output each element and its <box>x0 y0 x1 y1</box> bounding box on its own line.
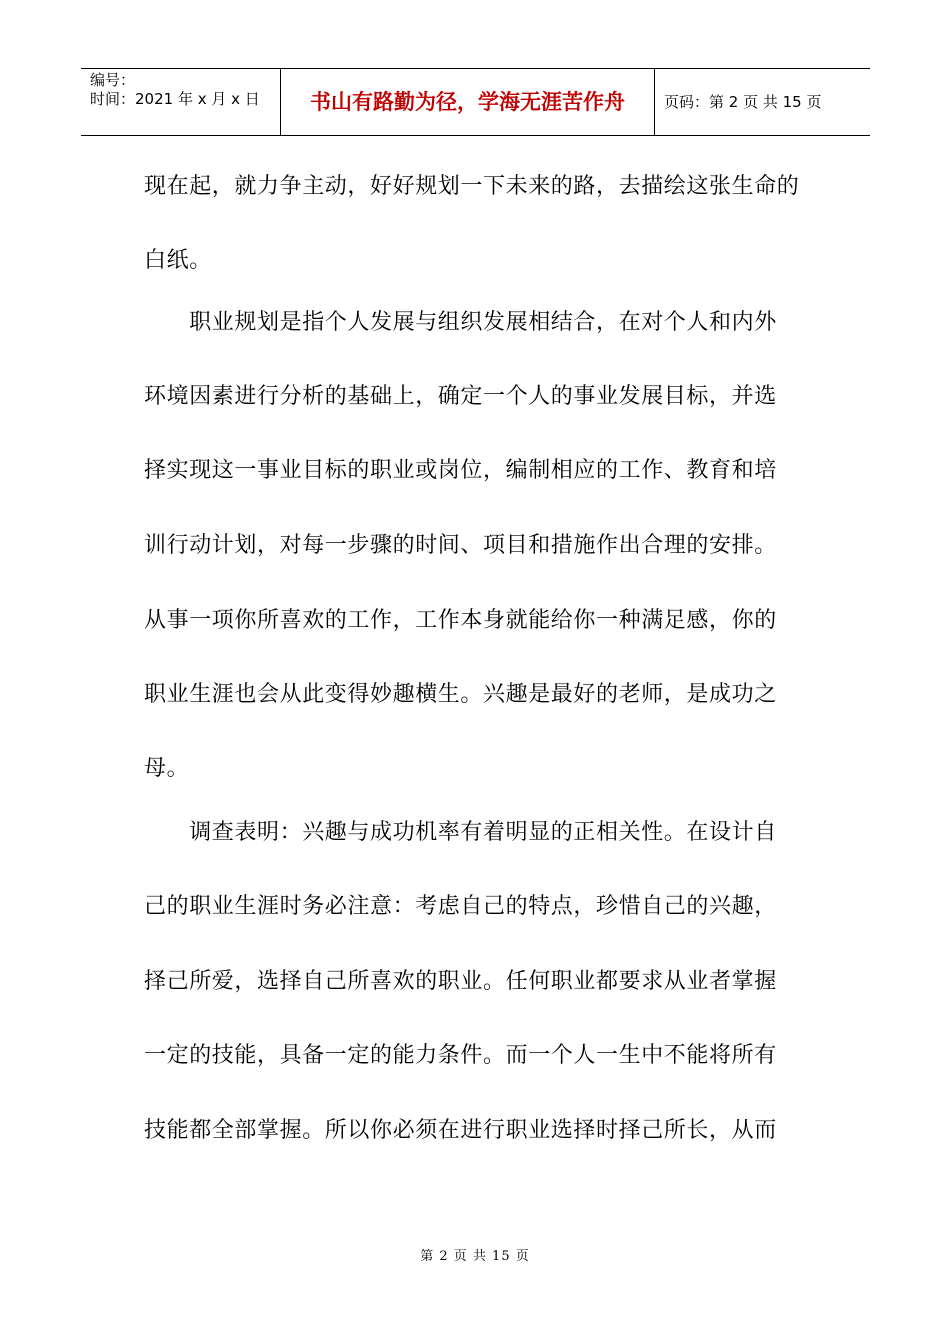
header-number-label: 编号： <box>90 71 136 89</box>
body-line: 训行动计划，对每一步骤的时间、项目和措施作出合理的安排。 <box>144 533 777 558</box>
body-line: 择己所爱，选择自己所喜欢的职业。任何职业都要求从业者掌握 <box>144 969 777 994</box>
body-line: 现在起，就力争主动，好好规划一下未来的路，去描绘这张生命的 <box>144 174 800 199</box>
header-time-label: 时间：2021 年 x 月 x 日 <box>90 90 260 108</box>
body-line: 从事一项你所喜欢的工作，工作本身就能给你一种满足感，你的 <box>144 608 777 633</box>
header-meta <box>81 69 281 135</box>
body-line: 白纸。 <box>144 248 212 273</box>
page-footer: 第 2 页 共 15 页 <box>420 1249 530 1264</box>
body-line: 技能都全部掌握。所以你必须在进行职业选择时择己所长，从而 <box>144 1118 777 1143</box>
header-motto: 书山有路勤为径，学海无涯苦作舟 <box>281 69 655 135</box>
page-header <box>81 68 870 136</box>
body-line: 环境因素进行分析的基础上，确定一个人的事业发展目标，并选 <box>144 384 777 409</box>
body-line: 己的职业生涯时务必注意：考虑自己的特点，珍惜自己的兴趣， <box>144 894 777 919</box>
body-line: 一定的技能，具备一定的能力条件。而一个人一生中不能将所有 <box>144 1043 777 1068</box>
body-line: 择实现这一事业目标的职业或岗位，编制相应的工作、教育和培 <box>144 458 777 483</box>
body-line: 职业规划是指个人发展与组织发展相结合，在对个人和内外 <box>144 310 777 335</box>
body-line: 调查表明：兴趣与成功机率有着明显的正相关性。在设计自 <box>144 820 777 845</box>
body-line: 职业生涯也会从此变得妙趣横生。兴趣是最好的老师，是成功之 <box>144 682 777 707</box>
header-page-info: 页码：第 2 页 共 15 页 <box>664 93 822 111</box>
body-line: 母。 <box>144 756 190 781</box>
